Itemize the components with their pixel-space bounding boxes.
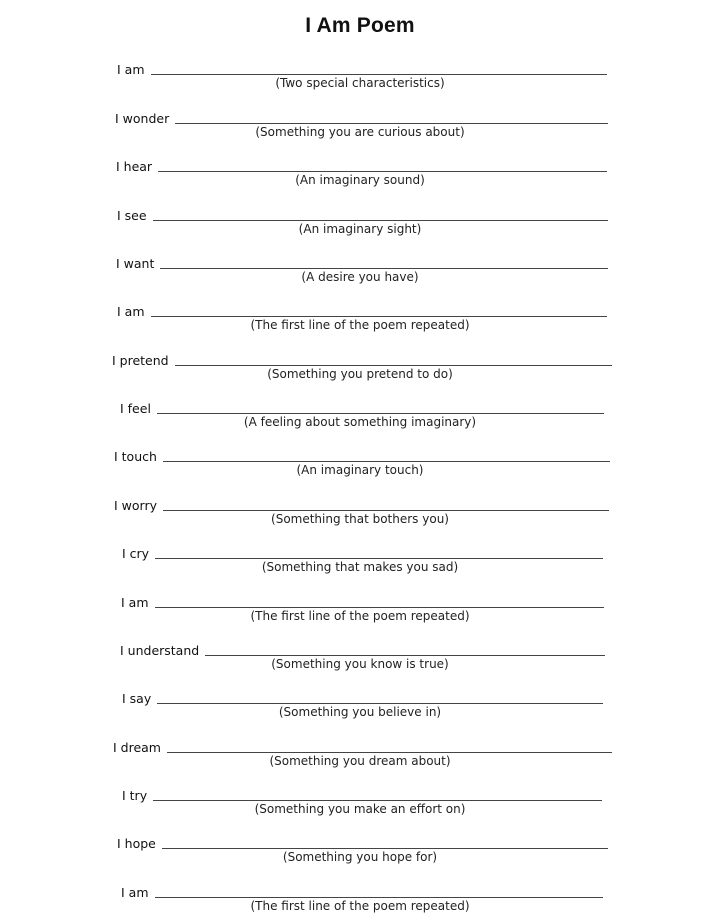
- line-prompt: I worry: [114, 498, 157, 513]
- line-prompt: I cry: [122, 546, 150, 561]
- line-hint: (A feeling about something imaginary): [243, 415, 477, 429]
- answer-blank[interactable]: [153, 220, 608, 221]
- poem-line: [0, 880, 720, 919]
- answer-blank[interactable]: [151, 74, 608, 75]
- line-prompt: I am: [117, 62, 145, 77]
- answer-blank[interactable]: [160, 268, 608, 269]
- poem-line: [0, 735, 720, 783]
- poem-line: [0, 783, 720, 831]
- poem-line: [0, 590, 720, 638]
- line-hint: (A desire you have): [301, 270, 419, 284]
- answer-blank[interactable]: [167, 752, 612, 753]
- line-prompt: I touch: [114, 449, 157, 464]
- line-prompt: I say: [122, 691, 152, 706]
- line-hint: (An imaginary touch): [296, 463, 424, 477]
- line-hint: (The first line of the poem repeated): [250, 609, 470, 623]
- line-hint: (The first line of the poem repeated): [250, 318, 470, 332]
- poem-line: [0, 541, 720, 589]
- poem-line: [0, 396, 720, 444]
- poem-line: [0, 444, 720, 492]
- line-hint: (Two special characteristics): [275, 76, 445, 90]
- line-hint: (An imaginary sound): [295, 173, 425, 187]
- poem-line: [0, 638, 720, 686]
- line-hint: (Something you hope for): [282, 850, 438, 864]
- line-prompt: I dream: [113, 740, 161, 755]
- poem-line: [0, 348, 720, 396]
- page-title: I Am Poem: [305, 14, 415, 37]
- poem-line: [0, 203, 720, 251]
- line-prompt: I try: [122, 788, 148, 803]
- line-prompt: I am: [121, 595, 149, 610]
- line-prompt: I hear: [116, 159, 153, 174]
- line-prompt: I feel: [120, 401, 151, 416]
- poem-line: [0, 251, 720, 299]
- line-hint: (Something you make an effort on): [254, 802, 466, 816]
- answer-blank[interactable]: [155, 558, 603, 559]
- answer-blank[interactable]: [158, 171, 607, 172]
- line-prompt: I understand: [120, 643, 200, 658]
- poem-line: [0, 686, 720, 734]
- poem-line: [0, 831, 720, 879]
- answer-blank[interactable]: [155, 897, 604, 898]
- line-hint: (The first line of the poem repeated): [250, 899, 470, 913]
- answer-blank[interactable]: [205, 655, 605, 656]
- answer-blank[interactable]: [155, 607, 605, 608]
- answer-blank[interactable]: [163, 510, 609, 511]
- line-prompt: I am: [121, 885, 149, 900]
- answer-blank[interactable]: [153, 800, 602, 801]
- line-prompt: I hope: [117, 836, 156, 851]
- line-hint: (Something you believe in): [278, 705, 442, 719]
- line-hint: (Something you know is true): [271, 657, 449, 671]
- answer-blank[interactable]: [163, 461, 610, 462]
- answer-blank[interactable]: [151, 316, 608, 317]
- line-prompt: I wonder: [115, 111, 170, 126]
- line-hint: (Something you pretend to do): [267, 367, 453, 381]
- poem-line: [0, 154, 720, 202]
- answer-blank[interactable]: [175, 123, 608, 124]
- line-hint: (Something that bothers you): [271, 512, 449, 526]
- answer-blank[interactable]: [162, 848, 608, 849]
- line-prompt: I pretend: [112, 353, 169, 368]
- line-prompt: I am: [117, 304, 145, 319]
- poem-line: [0, 106, 720, 154]
- answer-blank[interactable]: [157, 703, 603, 704]
- poem-line: [0, 299, 720, 347]
- line-hint: (Something that makes you sad): [261, 560, 459, 574]
- line-prompt: I want: [116, 256, 155, 271]
- line-hint: (Something you dream about): [269, 754, 451, 768]
- line-prompt: I see: [117, 208, 147, 223]
- line-hint: (Something you are curious about): [255, 125, 465, 139]
- line-hint: (An imaginary sight): [298, 222, 422, 236]
- answer-blank[interactable]: [175, 365, 612, 366]
- answer-blank[interactable]: [157, 413, 604, 414]
- poem-line: [0, 493, 720, 541]
- poem-line: [0, 57, 720, 105]
